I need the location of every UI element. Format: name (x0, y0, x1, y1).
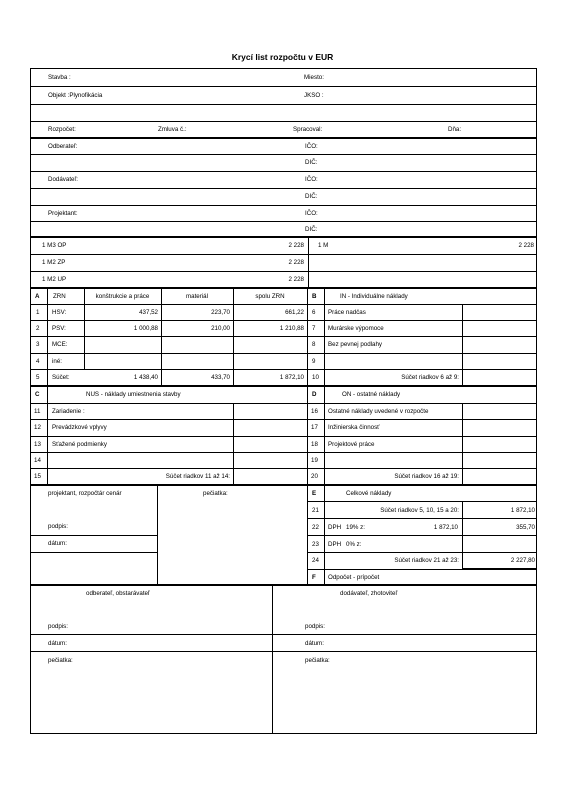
row-a-konstrukcie: 437,52 (139, 309, 158, 316)
row-22-pct: 19% z: (346, 524, 365, 531)
row-b-label: Súčet riadkov 6 až 9: (401, 374, 459, 381)
row-c-label: Zariadenie : (52, 408, 85, 415)
row-b-label: Práce nadčas (328, 309, 366, 316)
row-c-label: Sťažené podmienky (52, 441, 107, 448)
sum-nus-box (233, 468, 308, 485)
dodavatel-label: Dodávateľ: (48, 176, 79, 183)
row-22-value: 355,70 (516, 524, 535, 531)
m3op-label: 1 M3 OP (42, 242, 67, 249)
row-c-num: 14 (34, 457, 41, 464)
col-material: materiál (185, 293, 208, 300)
datum-left: dátum: (48, 640, 67, 647)
row-c-num: 11 (34, 408, 41, 415)
row-c-num: 13 (34, 441, 41, 448)
row-22-num: 22 (312, 524, 319, 531)
row-23-num: 23 (312, 541, 319, 548)
section-e-title: Celkové náklady (346, 490, 392, 497)
section-f-label: Odpočet - prípočet (328, 574, 380, 581)
datum-label: dátum: (48, 540, 67, 547)
row-b-num: 6 (312, 309, 316, 316)
col-konstrukcie: konštrukcie a práce (95, 293, 150, 300)
row-21-value: 1 872,10 (510, 507, 535, 514)
row-d-num: 17 (311, 424, 318, 431)
row-24-num: 24 (312, 557, 319, 564)
m2zp-label: 1 M2 ZP (42, 259, 66, 266)
row-d-label: Inžinierska činnosť (328, 424, 380, 431)
row-b-num: 9 (312, 358, 316, 365)
peciatka-label: pečiatka: (203, 490, 228, 497)
row-a-label: iné: (52, 358, 62, 365)
row-b-num: 8 (312, 341, 316, 348)
row-b-label: Murárske výpomoce (328, 325, 384, 332)
row-a-num: 4 (36, 358, 40, 365)
row-a-spolu: 661,22 (285, 309, 304, 316)
row-24-label: Súčet riadkov 21 až 23: (394, 557, 459, 564)
row-a-spolu: 1 210,88 (279, 325, 304, 332)
odberatel-label: Odberateľ: (48, 143, 78, 150)
m2up-value: 2 228 (288, 276, 304, 283)
row-a-label: HSV: (52, 309, 67, 316)
row-d-num: 20 (311, 473, 318, 480)
row-23-label: DPH (328, 541, 342, 548)
row-c-num: 15 (34, 473, 41, 480)
miesto-label: Miesto: (304, 74, 324, 81)
m-value: 2 228 (518, 242, 534, 249)
m3op-value: 2 228 (288, 242, 304, 249)
spracoval-label: Spracoval: (293, 126, 323, 133)
section-e-letter: E (312, 490, 317, 497)
row-c-label: Súčet riadkov 11 až 14: (165, 473, 230, 480)
row-c-num: 12 (34, 424, 41, 431)
sum-on-box (462, 468, 537, 485)
row-24-value: 2 227,80 (510, 557, 535, 564)
projektant-title: projektant, rozpočtár cenár (48, 490, 122, 497)
zmluva-label: Zmluva č.: (158, 126, 187, 133)
row-a-label: MCE: (52, 341, 68, 348)
col-spolu: spolu ZRN (255, 293, 285, 300)
row-a-material: 223,70 (211, 309, 230, 316)
stavba-label: Stavba : (48, 74, 71, 81)
page-title: Krycí list rozpočtu v EUR (231, 52, 334, 62)
objekt-label: Objekt :Plynofikácia (48, 92, 103, 99)
row-22-label: DPH (328, 524, 342, 531)
row-b-num: 10 (312, 374, 319, 381)
dna-label: Dňa: (448, 126, 462, 133)
row-23-pct: 0% z: (346, 541, 362, 548)
row-21-num: 21 (312, 507, 319, 514)
row-d-num: 16 (311, 408, 318, 415)
row-a-material: 210,00 (211, 325, 230, 332)
row-b-label: Bez pevnej podlahy (328, 341, 383, 348)
m2up-label: 1 M2 UP (42, 276, 67, 283)
row-21-label: Súčet riadkov 5, 10, 15 a 20: (380, 507, 459, 514)
dic-label: DIČ: (305, 159, 318, 166)
rozpocet-label: Rozpočet: (48, 126, 76, 133)
row-d-num: 18 (311, 441, 318, 448)
section-c-letter: C (35, 391, 40, 398)
projektant-label: Projektant: (48, 210, 78, 217)
peciatka-right: pečiatka: (305, 657, 330, 664)
podpis-right: podpis: (305, 623, 325, 630)
section-f-letter: F (312, 574, 316, 581)
row-a-material: 433,70 (211, 374, 230, 381)
podpis-left: podpis: (48, 623, 68, 630)
odberatel-obstaravatel-title: odberateľ, obstarávateľ (86, 590, 150, 597)
section-b-letter: B (312, 293, 317, 300)
row-d-label: Ostatné náklady uvedené v rozpočte (328, 408, 429, 415)
jkso-label: JKSO : (304, 92, 324, 99)
row-a-spolu: 1 872,10 (279, 374, 304, 381)
datum-right: dátum: (305, 640, 324, 647)
row-a-num: 5 (36, 374, 40, 381)
row-d-num: 19 (311, 457, 318, 464)
row-d-label: Projektové práce (328, 441, 375, 448)
section-c-title: NUS - náklady umiestnenia stavby (86, 391, 181, 398)
row-a-label: PSV: (52, 325, 66, 332)
row-a-label: Súčet: (52, 374, 70, 381)
peciatka-left: pečiatka: (48, 657, 73, 664)
section-b-title: IN - Individuálne náklady (340, 293, 408, 300)
ico-label: IČO: (305, 176, 318, 183)
ico-label: IČO: (305, 210, 318, 217)
row-a-konstrukcie: 1 438,40 (133, 374, 158, 381)
row-a-num: 2 (36, 325, 40, 332)
dic-label: DIČ: (305, 226, 318, 233)
m2zp-value: 2 228 (288, 259, 304, 266)
dodavatel-zhotovitel-title: dodávateľ, zhotoviteľ (340, 590, 398, 597)
podpis-label: podpis: (48, 523, 68, 530)
row-b-num: 7 (312, 325, 316, 332)
section-d-letter: D (312, 391, 317, 398)
m-label: 1 M (318, 242, 329, 249)
row-a-num: 1 (36, 309, 40, 316)
row-22-base: 1 872,10 (433, 524, 458, 531)
sum-in-box (462, 369, 537, 386)
section-a-letter: A (35, 293, 40, 300)
row-d-label: Súčet riadkov 16 až 19: (394, 473, 459, 480)
row-c-label: Prevádzkové vplyvy (52, 424, 107, 431)
row-a-num: 3 (36, 341, 40, 348)
signature-block (30, 585, 537, 734)
section-d-title: ON - ostatné náklady (342, 391, 401, 398)
row-a-konstrukcie: 1 000,88 (133, 325, 158, 332)
ico-label: IČO: (305, 143, 318, 150)
zrn-label: ZRN (53, 293, 66, 300)
dic-label: DIČ: (305, 193, 318, 200)
